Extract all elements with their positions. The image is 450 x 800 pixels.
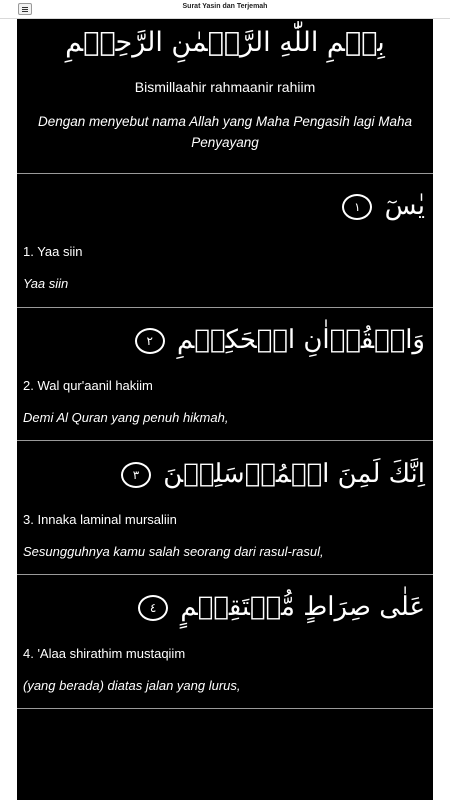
- verse-4-arabic-text: عَلٰى صِرَاطٍ مُّسۡتَقِيۡمٍ: [180, 592, 425, 622]
- verse-1-latin: 1. Yaa siin: [23, 244, 83, 259]
- verse-4-arabic: [138, 592, 425, 622]
- app-title: Surat Yasin dan Terjemah: [182, 3, 268, 10]
- bismillah-translation: Dengan menyebut nama Allah yang Maha Pengasih lagi Maha Penyayang: [38, 114, 412, 150]
- verse-4-latin: 4. 'Alaa shirathim mustaqiim: [23, 646, 186, 661]
- verse-list[interactable]: [17, 19, 433, 800]
- verse-3-arabic-text: اِنَّكَ لَمِنَ الۡمُرۡسَلِيۡنَ: [163, 459, 425, 489]
- bismillah-latin: Bismillaahir rahmaanir rahiim: [134, 79, 316, 95]
- verse-3-translation: Sesungguhnya kamu salah seorang dari rasul-rasul,: [23, 544, 324, 559]
- divider: [17, 173, 433, 174]
- divider: [17, 708, 433, 709]
- ayah-number-marker: ١: [342, 194, 372, 220]
- verse-1-arabic: [342, 191, 425, 221]
- verse-2-arabic-text: وَالۡقُرۡاٰنِ الۡحَكِيۡمِ: [176, 325, 425, 355]
- verse-4-translation: (yang berada) diatas jalan yang lurus,: [23, 678, 241, 693]
- verse-3-latin: 3. Innaka laminal mursaliin: [23, 512, 177, 527]
- bismillah-arabic: بِسۡمِ اللّٰهِ الرَّحۡمٰنِ الرَّحِيۡمِ: [65, 27, 385, 58]
- verse-2-arabic: [135, 325, 425, 355]
- verse-3-arabic: [121, 459, 425, 489]
- app-header: [0, 0, 450, 19]
- divider: [17, 307, 433, 308]
- ayah-number-marker: ٤: [138, 595, 168, 621]
- divider: [17, 574, 433, 575]
- verse-1-arabic-text: يٰسٓ: [384, 191, 425, 221]
- verse-1-translation: Yaa siin: [23, 276, 69, 291]
- verse-2-translation: Demi Al Quran yang penuh hikmah,: [23, 410, 229, 425]
- ayah-number-marker: ٢: [135, 328, 165, 354]
- divider: [17, 440, 433, 441]
- verse-2-latin: 2. Wal qur'aanil hakiim: [23, 378, 153, 393]
- ayah-number-marker: ٣: [121, 462, 151, 488]
